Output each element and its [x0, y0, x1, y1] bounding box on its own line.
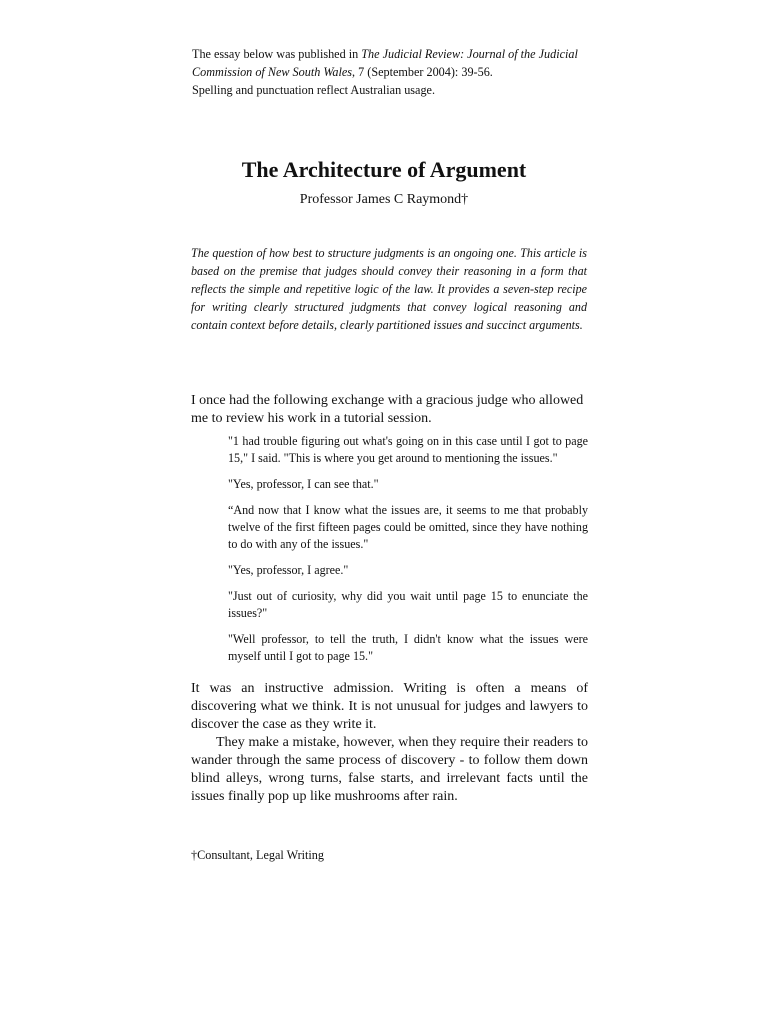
publication-citation: , 7 (September 2004): 39-56. [352, 65, 493, 79]
dialogue-line: "1 had trouble figuring out what's going on in this case until I got to page 15," I said. "This is where you get around to mentioning the issues." [228, 434, 588, 465]
dialogue-block [228, 433, 588, 674]
dialogue-line: "Yes, professor, I can see that." [228, 477, 379, 491]
dialogue-line: “And now that I know what the issues are, it seems to me that probably twelve of the first fifteen pages could be omitted, since they have nothing to do with any of the issues." [228, 503, 588, 551]
body-paragraph: It was an instructive admission. Writing is often a means of discovering what we think. It is not unusual for judges and lawyers to discover the case as they write it. [191, 681, 588, 732]
dialogue-line: "Just out of curiosity, why did you wait until page 15 to enunciate the issues?" [228, 589, 588, 620]
footnote: †Consultant, Legal Writing [191, 848, 324, 862]
dialogue-line: "Yes, professor, I agree." [228, 563, 349, 577]
dialogue-line: "Well professor, to tell the truth, I didn't know what the issues were myself until I got to page 15." [228, 632, 588, 663]
publication-note-prefix: The essay below was published in [192, 47, 362, 61]
usage-note: Spelling and punctuation reflect Australian usage. [192, 83, 436, 97]
journal-title: The Judicial Review: Journal of the Judicial Commission of New South Wales [192, 47, 578, 79]
publication-note [192, 45, 592, 99]
body-paragraph: They make a mistake, however, when they require their readers to wander through the same process of discovery - to follow them down blind alleys, wrong turns, false starts, and irrelevant facts until the issues finally pop up like mushrooms after rain. [191, 735, 588, 804]
abstract: The question of how best to structure judgments is an ongoing one. This article is based on the premise that judges should convey their reasoning in a form that reflects the simple and repetitive logic of the law. It provides a seven-step recipe for writing clearly structured judgments that convey logical reasoning and contain context before details, clearly partitioned issues and succinct arguments. [191, 246, 587, 332]
intro-paragraph: I once had the following exchange with a gracious judge who allowed me to review his work in a tutorial session. [191, 393, 584, 426]
article-title: The Architecture of Argument [241, 157, 527, 182]
author-line: Professor James C Raymond† [299, 192, 469, 207]
body-text [191, 680, 588, 806]
